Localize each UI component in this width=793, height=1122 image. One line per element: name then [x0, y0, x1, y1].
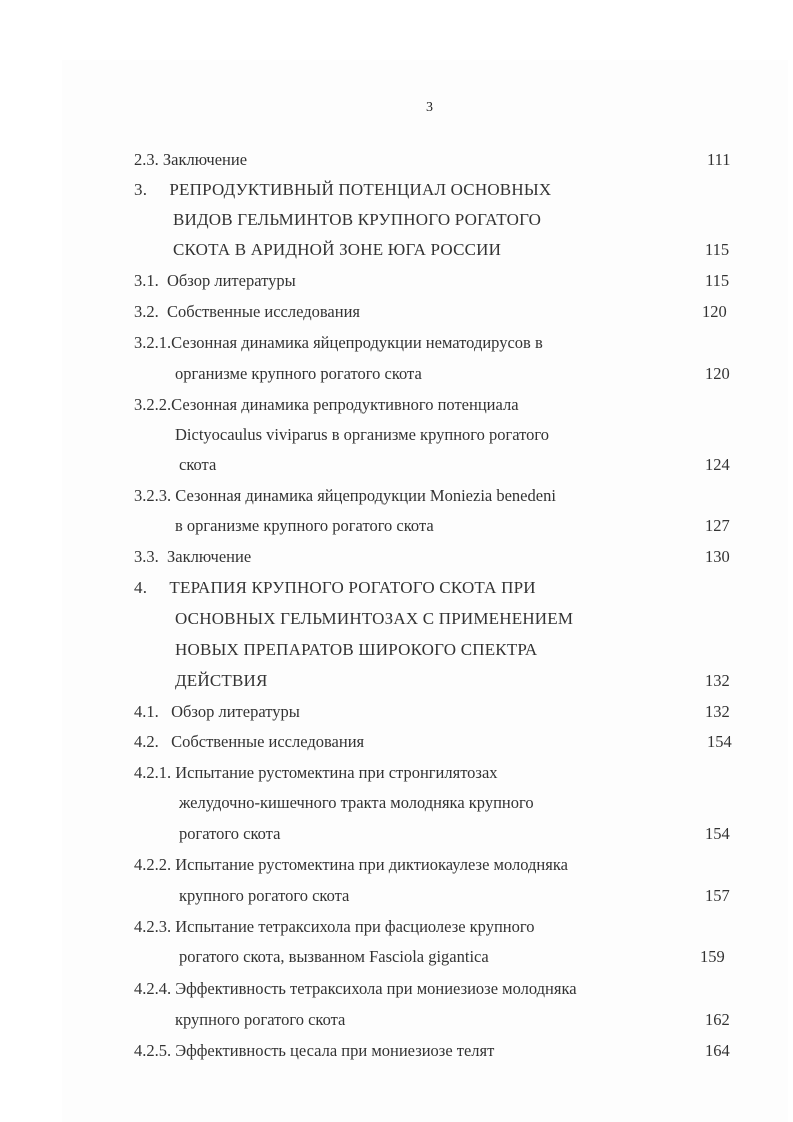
toc-entry-text: 4. ТЕРАПИЯ КРУПНОГО РОГАТОГО СКОТА ПРИ: [134, 578, 536, 597]
toc-entry-text: НОВЫХ ПРЕПАРАТОВ ШИРОКОГО СПЕКТРА: [175, 640, 538, 659]
toc-entry-page: 154: [707, 732, 732, 751]
toc-entry-text: 3.2.3. Сезонная динамика яйцепродукции Moniezia benedeni: [134, 486, 556, 505]
toc-entry-text: организме крупного рогатого скота: [175, 364, 422, 383]
toc-entry-text: 4.2.4. Эффективность тетраксихола при мониезиозе молодняка: [134, 979, 577, 998]
toc-entry-page: 132: [705, 671, 730, 690]
toc-entry-text: рогатого скота: [179, 824, 281, 843]
toc-entry-text: крупного рогатого скота: [175, 1010, 346, 1029]
toc-entry-page: 132: [705, 702, 730, 721]
toc-entry-text: Dictyocaulus viviparus в организме крупного рогатого: [175, 425, 550, 444]
toc-entry-page: 115: [705, 271, 730, 290]
toc-entry-page: 111: [707, 150, 731, 169]
toc-entry-text: 3.2. Собственные исследования: [134, 302, 361, 321]
toc-entry-text: 4.1. Обзор литературы: [134, 702, 300, 721]
toc-entry-text: ДЕЙСТВИЯ: [175, 671, 268, 690]
page-number: 3: [426, 100, 433, 115]
toc-entry-text: 4.2.3. Испытание тетраксихола при фасциолезе крупного: [134, 917, 535, 936]
toc-entry-page: 159: [700, 947, 725, 966]
toc-entry-page: 157: [705, 886, 730, 905]
toc-entry-text: желудочно-кишечного тракта молодняка крупного: [179, 793, 534, 812]
toc-entry-page: 130: [705, 547, 730, 566]
toc-entry-text: скота: [179, 455, 217, 474]
toc-entry-page: 162: [705, 1010, 730, 1029]
toc-entry-text: 3.1. Обзор литературы: [134, 271, 296, 290]
toc-entry-text: рогатого скота, вызванном Fasciola gigantica: [179, 947, 489, 966]
toc-entry-page: 164: [705, 1041, 730, 1060]
toc-entry-text: 2.3. Заключение: [134, 150, 248, 169]
toc-entry-text: 4.2.2. Испытание рустомектина при диктиокаулезе молодняка: [134, 855, 568, 874]
toc-entry-page: 120: [705, 364, 730, 383]
toc-entry-text: 3. РЕПРОДУКТИВНЫЙ ПОТЕНЦИАЛ ОСНОВНЫХ: [134, 180, 552, 199]
toc-entry-page: 127: [705, 516, 730, 535]
toc-entry-text: 4.2. Собственные исследования: [134, 732, 365, 751]
toc-entry-text: 3.2.1.Сезонная динамика яйцепродукции нематодирусов в: [134, 333, 543, 352]
toc-entry-page: 115: [705, 240, 730, 259]
toc-entry-text: в организме крупного рогатого скота: [175, 516, 434, 535]
toc-entry-text: 4.2.1. Испытание рустомектина при стронгилятозах: [134, 763, 498, 782]
toc-entry-page: 124: [705, 455, 730, 474]
toc-entry-text: крупного рогатого скота: [179, 886, 350, 905]
toc-entry-page: 154: [705, 824, 730, 843]
toc-entry-text: 4.2.5. Эффективность цесала при мониезиозе телят: [134, 1041, 495, 1060]
toc-entry-text: ВИДОВ ГЕЛЬМИНТОВ КРУПНОГО РОГАТОГО: [173, 210, 542, 229]
toc-entry-text: 3.3. Заключение: [134, 547, 252, 566]
toc-entry-text: СКОТА В АРИДНОЙ ЗОНЕ ЮГА РОССИИ: [173, 240, 502, 259]
toc-entry-page: 120: [702, 302, 727, 321]
toc-entry-text: ОСНОВНЫХ ГЕЛЬМИНТОЗАХ С ПРИМЕНЕНИЕМ: [175, 609, 574, 628]
toc-entry-text: 3.2.2.Сезонная динамика репродуктивного потенциала: [134, 395, 519, 414]
